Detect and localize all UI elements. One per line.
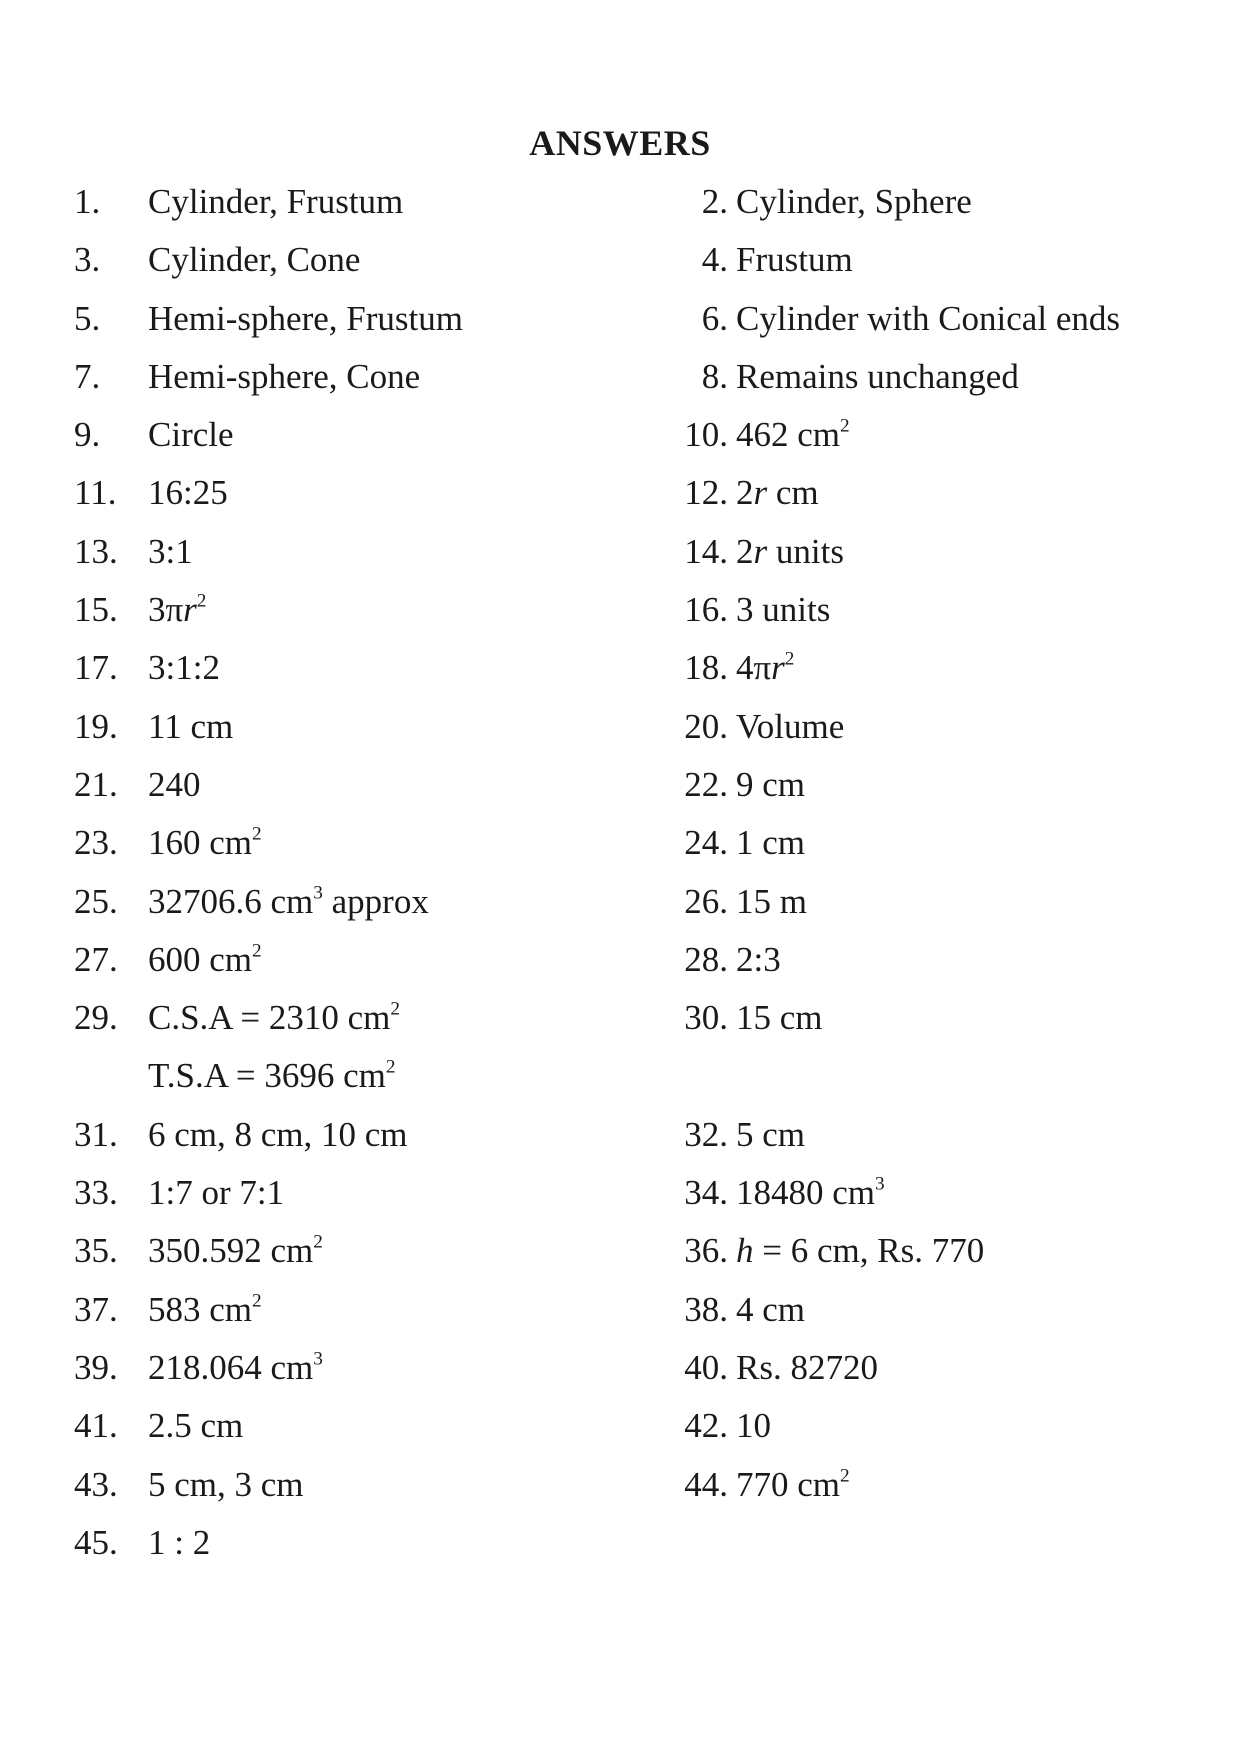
answer-text: 218.064 $cm^3$ [148, 1347, 323, 1387]
answer-row [0, 586, 1240, 644]
answer-number: 10. [684, 415, 728, 455]
answer-row [0, 295, 1240, 353]
answer-number: 32. [684, 1114, 728, 1154]
answer-row [0, 353, 1240, 411]
answer-text: Cylinder, Sphere [736, 182, 972, 221]
answer-text: 160 $cm^2$ [148, 823, 262, 863]
answer-number: 25. [74, 881, 118, 921]
answer-text: 770 $cm^2$ [736, 1464, 850, 1504]
answer-number: 17. [74, 648, 118, 688]
answer-text: 2:3 [736, 939, 781, 979]
answer-text: Rs. 82720 [736, 1347, 878, 1387]
answer-text: 5 cm, 3 cm [148, 1464, 304, 1504]
answer-text: 350.592 $cm^2$ [148, 1231, 323, 1271]
answer-number: 3. [74, 240, 101, 280]
answer-text: 2r units [736, 531, 844, 571]
answer-number: 2. [701, 182, 728, 221]
answers-list [0, 178, 1240, 1577]
answer-number: 11. [74, 473, 117, 513]
answer-text: 18480 $cm^3$ [736, 1173, 885, 1213]
answer-number: 30. [684, 998, 728, 1038]
answer-number: 29. [74, 998, 118, 1038]
answer-number: 42. [684, 1406, 728, 1446]
answer-number: 13. [74, 531, 118, 571]
answer-text: 1:7 or 7:1 [148, 1173, 285, 1213]
answer-number: 4. [701, 240, 728, 280]
answer-row [0, 1344, 1240, 1402]
answer-number: 28. [684, 939, 728, 979]
answer-row [0, 178, 1240, 236]
answer-row [0, 1111, 1240, 1169]
answer-text: 2.5 cm [148, 1406, 244, 1446]
answer-row [0, 1286, 1240, 1344]
answer-text: Cylinder, Frustum [148, 182, 404, 221]
answer-text: $3\pi r^2$ [148, 590, 207, 630]
answer-text: 6 cm, 8 cm, 10 cm [148, 1114, 408, 1154]
answer-text: T.S.A = 3696 $cm^2$ [148, 1056, 396, 1096]
answer-number: 26. [684, 881, 728, 921]
answer-text: 5 cm [736, 1114, 806, 1154]
answer-number: 38. [684, 1289, 728, 1329]
answer-number: 36. [684, 1231, 728, 1271]
answer-number: 44. [684, 1464, 728, 1504]
answer-row [0, 703, 1240, 761]
answer-text: 32706.6 $cm^3$ approx [148, 881, 429, 921]
answer-number: 21. [74, 764, 118, 804]
answer-text: 3:1 [148, 531, 193, 571]
answer-text: 240 [148, 764, 201, 804]
answer-number: 33. [74, 1173, 118, 1213]
answer-row [0, 1227, 1240, 1285]
answer-number: 43. [74, 1464, 118, 1504]
answer-text: 583 $cm^2$ [148, 1289, 262, 1329]
answer-text: Hemi-sphere, Frustum [148, 298, 463, 338]
answer-number: 1. [74, 182, 101, 221]
answer-text: Frustum [736, 240, 853, 280]
answer-number: 19. [74, 706, 118, 746]
answer-text: $4\pi r^2$ [736, 648, 795, 688]
answer-number: 39. [74, 1347, 118, 1387]
answer-number: 7. [74, 356, 101, 396]
answer-number: 12. [684, 473, 728, 513]
answer-text: 15 m [736, 881, 807, 921]
answer-text: h = 6 cm, Rs. 770 [736, 1231, 985, 1271]
answer-row [0, 469, 1240, 527]
answer-row [0, 878, 1240, 936]
answer-number: 14. [684, 531, 728, 571]
answer-row [0, 1402, 1240, 1460]
answer-number: 15. [74, 590, 118, 630]
answer-row [0, 528, 1240, 586]
answer-text: C.S.A = 2310 $cm^2$ [148, 998, 401, 1038]
answer-text: 3:1:2 [148, 648, 220, 688]
answer-number: 16. [684, 590, 728, 630]
page-title: ANSWERS [529, 123, 711, 163]
answer-text: 16:25 [148, 473, 228, 513]
answer-number: 22. [684, 764, 728, 804]
answer-number: 37. [74, 1289, 118, 1329]
answer-row [0, 411, 1240, 469]
answer-row [0, 1519, 1240, 1577]
answer-text: 1 cm [736, 823, 806, 863]
answer-text: Circle [148, 415, 234, 455]
answer-row [0, 819, 1240, 877]
answer-text: Cylinder, Cone [148, 240, 361, 280]
answer-text: 11 cm [148, 706, 234, 746]
answer-row [0, 1461, 1240, 1519]
answer-text: Remains unchanged [736, 356, 1019, 396]
answer-row [0, 761, 1240, 819]
answer-text: 15 cm [736, 998, 823, 1038]
answer-text: 4 cm [736, 1289, 806, 1329]
answer-number: 9. [74, 415, 101, 455]
answer-number: 31. [74, 1114, 118, 1154]
answer-number: 27. [74, 939, 118, 979]
answer-text: 600 $cm^2$ [148, 939, 262, 979]
answer-number: 5. [74, 298, 101, 338]
answer-number: 41. [74, 1406, 118, 1446]
answer-row [0, 936, 1240, 994]
answer-row [0, 994, 1240, 1052]
answer-number: 23. [74, 823, 118, 863]
answer-text: 1 : 2 [148, 1522, 211, 1562]
answer-text: 9 cm [736, 764, 806, 804]
answer-number: 6. [701, 298, 728, 338]
answer-row [0, 1169, 1240, 1227]
answer-text: 10 [736, 1406, 771, 1446]
answer-text: Hemi-sphere, Cone [148, 356, 421, 396]
answer-number: 34. [684, 1173, 728, 1213]
answer-number: 40. [684, 1347, 728, 1387]
answer-number: 35. [74, 1231, 118, 1271]
answer-text: 2r cm [736, 473, 819, 513]
answer-text: Volume [736, 706, 845, 746]
answer-text: 3 units [736, 590, 831, 630]
answer-number: 18. [684, 648, 728, 688]
answer-text: 462 $cm^2$ [736, 415, 850, 455]
answer-number: 45. [74, 1522, 118, 1562]
answer-row [0, 1052, 1240, 1110]
answer-row [0, 644, 1240, 702]
answer-row [0, 236, 1240, 294]
answer-number: 24. [684, 823, 728, 863]
answer-number: 20. [684, 706, 728, 746]
answer-number: 8. [701, 356, 728, 396]
answer-text: Cylinder with Conical ends [736, 298, 1120, 338]
